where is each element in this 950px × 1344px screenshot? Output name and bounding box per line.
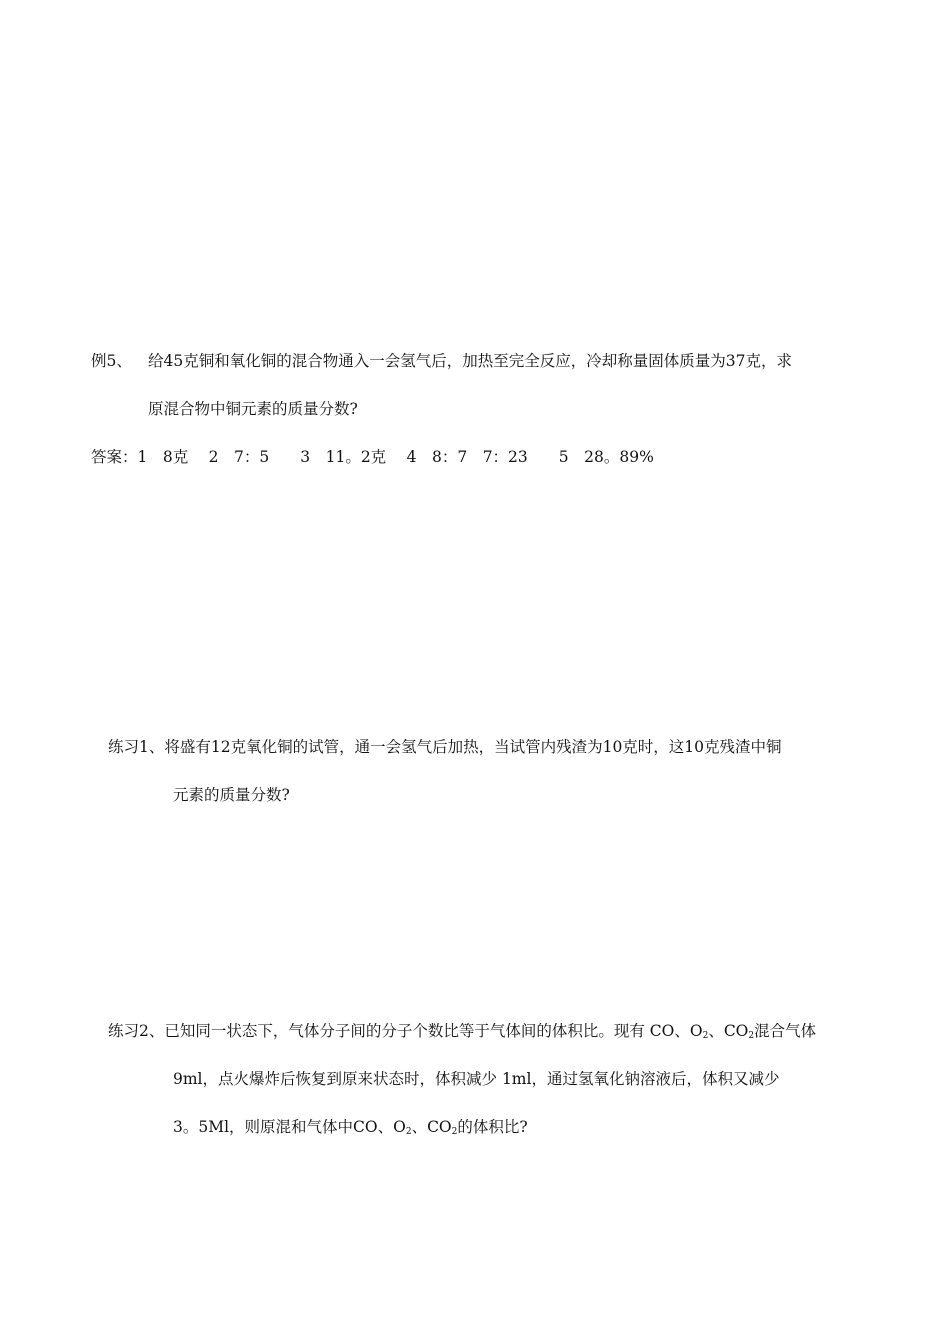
practice2-line3-part-c: 的体积比? — [457, 1118, 528, 1136]
practice1-line2: 元素的质量分数? — [173, 786, 290, 804]
example5-label: 例5、 — [91, 352, 132, 370]
subscript-2: 2 — [405, 1127, 412, 1137]
practice2-line1 — [108, 1024, 816, 1041]
practice1-line1: 练习1、将盛有12克氧化铜的试管，通一会氢气后加热，当试管内残渣为10克时，这10克残渣中铜 — [108, 738, 782, 756]
practice2-line1-part-b: 、CO — [708, 1022, 749, 1040]
subscript-2: 2 — [451, 1127, 458, 1137]
practice2-line3 — [173, 1120, 528, 1137]
practice2-line3-part-a: 3。5Ml，则原混和气体中CO、O — [173, 1118, 406, 1136]
answer-line: 答案：1 8克 2 7：5 3 11。2克 4 8：7 7：23 5 28。89% — [91, 448, 654, 466]
subscript-2: 2 — [702, 1031, 709, 1041]
practice2-line3-part-b: 、CO — [411, 1118, 452, 1136]
practice2-line2: 9ml，点火爆炸后恢复到原来状态时，体积减少 1ml，通过氢氧化钠溶液后，体积又减少 — [173, 1070, 780, 1088]
subscript-2: 2 — [748, 1031, 755, 1041]
practice2-line1-part-a: 练习2、已知同一状态下，气体分子间的分子个数比等于气体间的体积比。现有 CO、O — [108, 1022, 703, 1040]
example5-text-line2: 原混合物中铜元素的质量分数? — [148, 400, 358, 418]
practice2-line1-part-c: 混合气体 — [754, 1022, 817, 1040]
example5-text-line1: 给45克铜和氧化铜的混合物通入一会氢气后，加热至完全反应，冷却称量固体质量为37克，求 — [148, 352, 792, 370]
